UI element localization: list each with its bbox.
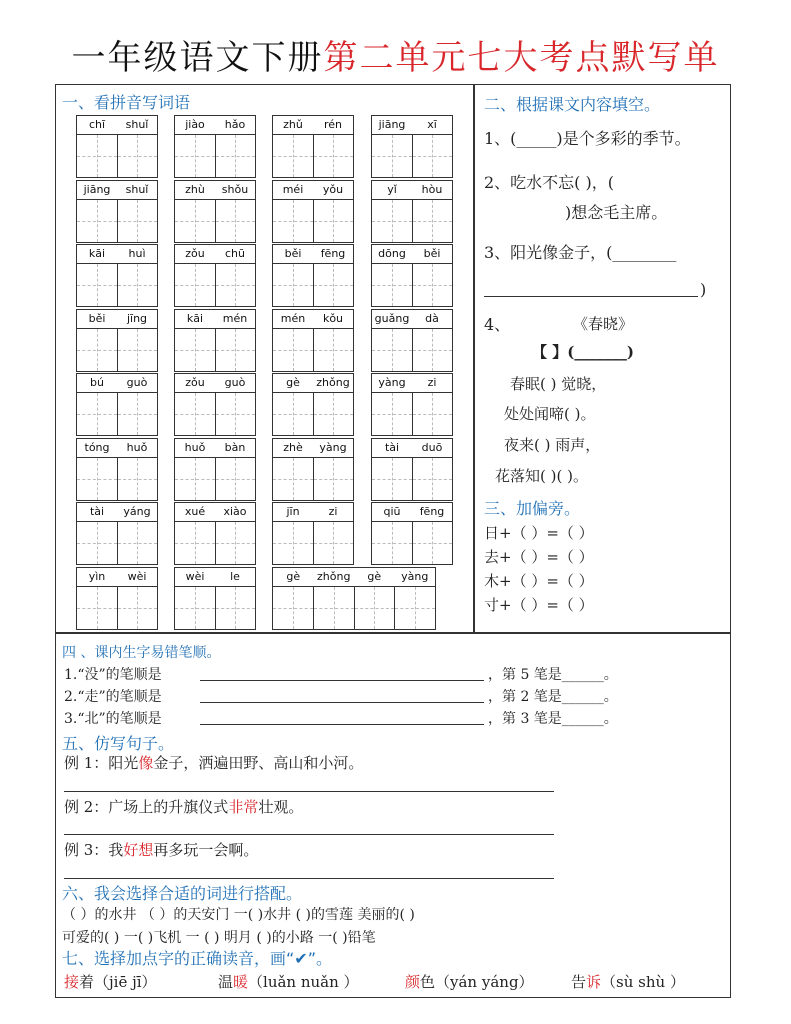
writing-cell[interactable]	[413, 393, 453, 435]
pinyin-row	[372, 116, 452, 135]
pinyin-syllable: zhǒng	[316, 376, 350, 389]
pinyin-syllable: yàng	[378, 376, 406, 389]
pinyin-syllable: yǐ	[387, 182, 397, 196]
writing-grid	[77, 587, 157, 629]
pinyin-syllable: běi	[423, 247, 441, 260]
stroke-q3-tail: ，第 3 笔是______。	[488, 711, 618, 727]
pinyin-word-box	[371, 438, 453, 501]
pinyin-row	[273, 374, 353, 393]
pinyin-row	[273, 503, 353, 522]
stroke-q2-line	[200, 702, 484, 703]
pinyin-syllable: kǒu	[322, 311, 344, 325]
writing-grid	[175, 522, 255, 564]
pinyin-syllable: zhè	[283, 440, 303, 454]
pinyin-row	[175, 568, 255, 587]
pinyin-row	[175, 116, 255, 135]
writing-cell[interactable]	[118, 200, 158, 242]
writing-cell[interactable]	[413, 200, 453, 242]
writing-cell[interactable]	[314, 522, 354, 564]
writing-cell[interactable]	[395, 587, 435, 629]
writing-grid	[273, 135, 353, 177]
writing-grid	[273, 264, 353, 306]
pinyin-syllable: yàng	[319, 440, 347, 454]
writing-cell[interactable]	[175, 522, 216, 564]
pinyin-word-box	[371, 115, 453, 178]
writing-cell[interactable]	[118, 135, 158, 177]
page-title	[0, 30, 791, 79]
pinyin-row	[372, 245, 452, 264]
example-3: 例 3：我好想再多玩一会啊。	[64, 841, 259, 859]
pinyin-syllable: xiào	[223, 505, 247, 518]
radical-item-1: 日+（ ）=（ ）	[484, 524, 594, 542]
writing-grid	[372, 264, 452, 306]
pinyin-syllable: yǒu	[322, 182, 344, 196]
pinyin-word-box	[371, 373, 453, 436]
writing-cell[interactable]	[273, 587, 314, 629]
title-red: 第二单元七大考点默写单	[323, 38, 720, 78]
poem-line-3: 夜来( ) 雨声，	[504, 436, 601, 454]
pinyin-row	[273, 310, 353, 329]
writing-cell[interactable]	[216, 587, 256, 629]
stroke-q3-line	[200, 724, 484, 725]
pinyin-syllable: dà	[425, 311, 439, 325]
pinyin-syllable: fēng	[320, 247, 346, 260]
radical-item-3: 木+（ ）=（ ）	[484, 572, 594, 590]
writing-cell[interactable]	[273, 200, 314, 242]
stroke-q1-tail: ，第 5 笔是______。	[488, 667, 618, 683]
poem-line-4: 花落知( )( )。	[495, 467, 588, 485]
pinyin-row	[273, 116, 353, 135]
writing-cell[interactable]	[413, 458, 453, 500]
pinyin-row	[77, 503, 157, 522]
pinyin-row	[77, 310, 157, 329]
pinyin-word-box	[76, 567, 158, 630]
writing-cell[interactable]	[77, 393, 118, 435]
stroke-q3-label: 3.“北”的笔顺是	[64, 711, 162, 727]
writing-grid	[175, 200, 255, 242]
pinyin-syllable: gè	[367, 569, 382, 583]
pinyin-syllable: hǎo	[224, 118, 246, 131]
pinyin-syllable: jiào	[185, 118, 205, 131]
writing-cell[interactable]	[216, 329, 256, 371]
pinyin-syllable: yìn	[88, 569, 106, 583]
sec2-q3-answer-line	[484, 296, 698, 297]
pinyin-syllable: duō	[421, 440, 443, 454]
writing-cell[interactable]	[372, 522, 413, 564]
pinyin-syllable: méi	[282, 182, 304, 196]
writing-grid	[175, 264, 255, 306]
pinyin-syllable: jiāng	[378, 118, 406, 131]
writing-cell[interactable]	[175, 135, 216, 177]
example-2: 例 2：广场上的升旗仪式非常壮观。	[64, 798, 304, 816]
poem-line-2: 处处闻啼( )。	[504, 405, 596, 423]
pinyin-syllable: yáng	[123, 505, 151, 518]
pinyin-syllable: guò	[224, 376, 246, 389]
writing-grid	[175, 458, 255, 500]
writing-cell[interactable]	[314, 393, 354, 435]
pinyin-syllable: zǒu	[185, 247, 205, 260]
writing-cell[interactable]	[314, 329, 354, 371]
stroke-q1-line	[200, 680, 484, 681]
pinyin-word-box	[76, 438, 158, 501]
writing-grid	[372, 458, 452, 500]
writing-cell[interactable]	[216, 200, 256, 242]
pron-item-2: 温暖（luǎn nuǎn ）	[218, 973, 359, 991]
pinyin-syllable: běi	[284, 247, 302, 260]
writing-cell[interactable]	[216, 135, 256, 177]
writing-grid	[175, 135, 255, 177]
writing-cell[interactable]	[118, 329, 158, 371]
writing-grid	[175, 587, 255, 629]
pinyin-word-box	[76, 180, 158, 243]
sec2-q2b: )想念毛主席。	[565, 203, 668, 222]
pinyin-word-box	[76, 244, 158, 307]
pinyin-row	[273, 245, 353, 264]
pinyin-syllable: qiū	[383, 505, 401, 518]
pinyin-syllable: mén	[222, 311, 248, 325]
writing-grid	[372, 522, 452, 564]
writing-cell[interactable]	[372, 458, 413, 500]
pinyin-row	[77, 245, 157, 264]
poem-author: 【 】(_______)	[532, 343, 634, 361]
writing-cell[interactable]	[118, 458, 158, 500]
writing-cell[interactable]	[77, 200, 118, 242]
writing-grid	[77, 458, 157, 500]
pinyin-word-box	[76, 502, 158, 565]
pinyin-syllable: huǒ	[126, 440, 148, 454]
pinyin-syllable: shǒu	[221, 182, 249, 196]
pinyin-syllable: běi	[88, 311, 106, 325]
example-1-line	[64, 791, 554, 792]
pinyin-syllable: zi	[328, 505, 338, 518]
writing-cell[interactable]	[273, 522, 314, 564]
writing-cell[interactable]	[118, 264, 158, 306]
pinyin-word-box	[174, 180, 256, 243]
writing-grid	[175, 393, 255, 435]
pinyin-syllable: jīn	[286, 505, 300, 518]
pinyin-syllable: shuǐ	[125, 118, 149, 131]
sec4-title: 四 、课内生字易错笔顺。	[62, 645, 221, 661]
writing-cell[interactable]	[175, 264, 216, 306]
pinyin-syllable: mén	[280, 311, 306, 325]
pinyin-syllable: jiāng	[83, 182, 111, 196]
sec3-title: 三、加偏旁。	[484, 499, 581, 518]
pinyin-syllable: zǒu	[185, 376, 205, 389]
writing-grid	[372, 200, 452, 242]
pinyin-syllable: hòu	[421, 182, 443, 196]
pinyin-word-box	[371, 180, 453, 243]
stroke-q2-tail: ，第 2 笔是______。	[488, 689, 618, 705]
row-divider	[55, 632, 731, 634]
title-black: 一年级语文下册	[71, 38, 324, 78]
writing-cell[interactable]	[273, 393, 314, 435]
pinyin-syllable: tài	[384, 440, 400, 454]
pinyin-word-box	[272, 567, 436, 630]
writing-cell[interactable]	[314, 587, 355, 629]
writing-grid	[372, 135, 452, 177]
pinyin-row	[77, 181, 157, 200]
stroke-q1-label: 1.“没”的笔顺是	[64, 667, 162, 683]
sec2-q1: 1、(_____)是个多彩的季节。	[484, 129, 691, 148]
writing-grid	[77, 329, 157, 371]
pinyin-word-box	[174, 115, 256, 178]
writing-cell[interactable]	[273, 458, 314, 500]
pinyin-syllable: shuǐ	[125, 182, 149, 196]
pinyin-syllable: gè	[286, 376, 300, 389]
writing-cell[interactable]	[314, 264, 354, 306]
pinyin-word-box	[174, 438, 256, 501]
match-line-2: 可爱的( ) 一( )飞机 一 ( ) 明月 ( )的小路 一( )铅笔	[62, 930, 376, 946]
writing-cell[interactable]	[216, 264, 256, 306]
radical-item-2: 去+（ ）=（ ）	[484, 548, 594, 566]
writing-cell[interactable]	[355, 587, 396, 629]
pinyin-syllable: jīng	[126, 311, 148, 325]
writing-cell[interactable]	[372, 135, 413, 177]
writing-grid	[273, 393, 353, 435]
pron-item-1: 接着（jiē jī）	[64, 973, 157, 991]
pinyin-word-box	[174, 244, 256, 307]
writing-grid	[77, 393, 157, 435]
writing-cell[interactable]	[216, 393, 256, 435]
pinyin-word-box	[371, 244, 453, 307]
writing-grid	[77, 200, 157, 242]
pinyin-syllable: kāi	[186, 311, 204, 325]
pinyin-word-box	[371, 502, 453, 565]
writing-cell[interactable]	[273, 135, 314, 177]
pinyin-row	[175, 503, 255, 522]
pinyin-row	[372, 503, 452, 522]
pinyin-syllable: dōng	[378, 247, 406, 260]
pinyin-syllable: tóng	[84, 440, 110, 454]
pinyin-word-box	[174, 309, 256, 372]
writing-cell[interactable]	[372, 393, 413, 435]
sec1-title: 一、看拼音写词语	[62, 93, 191, 112]
pinyin-syllable: xī	[427, 118, 437, 131]
writing-cell[interactable]	[216, 522, 256, 564]
sec2-q2a: 2、吃水不忘( )，(	[484, 173, 614, 192]
writing-cell[interactable]	[413, 135, 453, 177]
pinyin-syllable: zhù	[185, 182, 205, 196]
writing-cell[interactable]	[77, 587, 118, 629]
pinyin-word-box	[272, 115, 354, 178]
pinyin-syllable: huǒ	[184, 440, 206, 454]
writing-cell[interactable]	[273, 329, 314, 371]
pinyin-syllable: zhǔ	[283, 118, 303, 131]
writing-grid	[77, 522, 157, 564]
pinyin-row	[273, 439, 353, 458]
pron-item-4: 告诉（sù shù ）	[571, 973, 685, 991]
pinyin-word-box	[272, 373, 354, 436]
pinyin-syllable: huì	[128, 247, 146, 260]
writing-cell[interactable]	[77, 135, 118, 177]
pron-item-3: 颜色（yán yáng）	[405, 973, 534, 991]
pinyin-syllable: gè	[286, 569, 301, 583]
writing-cell[interactable]	[372, 264, 413, 306]
pinyin-word-box	[174, 567, 256, 630]
poem-line-1: 春眠( ) 觉晓，	[510, 375, 607, 393]
pinyin-row	[175, 245, 255, 264]
sec5-title: 五、仿写句子。	[62, 734, 175, 753]
poem-title: 《春晓》	[573, 315, 634, 333]
writing-cell[interactable]	[175, 587, 216, 629]
writing-cell[interactable]	[372, 200, 413, 242]
pinyin-syllable: le	[230, 569, 240, 583]
pinyin-word-box	[272, 502, 354, 565]
pinyin-word-box	[174, 373, 256, 436]
pinyin-syllable: xué	[184, 505, 206, 518]
writing-grid	[273, 200, 353, 242]
writing-cell[interactable]	[118, 522, 158, 564]
writing-cell[interactable]	[413, 329, 453, 371]
pinyin-syllable: guò	[126, 376, 148, 389]
pinyin-word-box	[76, 115, 158, 178]
pinyin-syllable: bàn	[224, 440, 246, 454]
writing-grid	[372, 329, 452, 371]
example-2-line	[64, 834, 554, 835]
writing-cell[interactable]	[175, 393, 216, 435]
match-line-1: （ ）的水井 （ ）的天安门 一( )水井 ( )的雪莲 美丽的( )	[62, 907, 415, 923]
writing-grid	[273, 587, 435, 629]
writing-cell[interactable]	[273, 264, 314, 306]
example-1: 例 1：阳光像金子，洒遍田野、高山和小河。	[64, 754, 364, 772]
pinyin-word-box	[272, 438, 354, 501]
pinyin-row	[372, 439, 452, 458]
sec6-title: 六、我会选择合适的词进行搭配。	[62, 884, 303, 903]
pinyin-row	[273, 181, 353, 200]
pinyin-syllable: bú	[90, 376, 104, 389]
pinyin-syllable: chī	[88, 118, 106, 131]
sec2-title: 二、根据课文内容填空。	[484, 95, 661, 114]
pinyin-word-box	[272, 309, 354, 372]
radical-item-4: 寸+（ ）=（ ）	[484, 596, 594, 614]
pinyin-row	[175, 374, 255, 393]
stroke-q2-label: 2.“走”的笔顺是	[64, 689, 162, 705]
writing-cell[interactable]	[216, 458, 256, 500]
pinyin-row	[175, 310, 255, 329]
writing-grid	[77, 135, 157, 177]
pinyin-word-box	[371, 309, 453, 372]
pinyin-syllable: wèi	[185, 569, 205, 583]
pinyin-word-box	[174, 502, 256, 565]
pinyin-syllable: fēng	[419, 505, 445, 518]
writing-grid	[372, 393, 452, 435]
pinyin-word-box	[76, 309, 158, 372]
pinyin-syllable: tài	[89, 505, 105, 518]
sec7-title: 七、选择加点字的正确读音，画“✔”。	[62, 949, 332, 968]
writing-cell[interactable]	[118, 393, 158, 435]
writing-cell[interactable]	[118, 587, 158, 629]
pinyin-row	[175, 439, 255, 458]
writing-cell[interactable]	[77, 458, 118, 500]
sec2-q3b: )	[700, 280, 707, 299]
pinyin-word-box	[272, 180, 354, 243]
pinyin-syllable: zhǒng	[317, 569, 351, 583]
pinyin-row	[273, 568, 435, 587]
writing-cell[interactable]	[175, 200, 216, 242]
writing-cell[interactable]	[372, 329, 413, 371]
writing-grid	[273, 329, 353, 371]
pinyin-row	[77, 568, 157, 587]
pinyin-row	[77, 439, 157, 458]
pinyin-row	[372, 181, 452, 200]
writing-cell[interactable]	[314, 200, 354, 242]
writing-cell[interactable]	[413, 264, 453, 306]
pinyin-row	[372, 310, 452, 329]
example-3-line	[64, 878, 554, 879]
pinyin-row	[77, 374, 157, 393]
pinyin-row	[372, 374, 452, 393]
writing-cell[interactable]	[77, 522, 118, 564]
writing-cell[interactable]	[175, 458, 216, 500]
writing-cell[interactable]	[413, 522, 453, 564]
pinyin-row	[77, 116, 157, 135]
writing-cell[interactable]	[314, 458, 354, 500]
pinyin-syllable: rén	[323, 118, 343, 131]
writing-cell[interactable]	[314, 135, 354, 177]
pinyin-syllable: chū	[225, 247, 245, 260]
sec2-q4: 4、	[484, 315, 511, 334]
writing-grid	[175, 329, 255, 371]
pinyin-syllable: guǎng	[374, 311, 410, 325]
pinyin-syllable: yàng	[401, 569, 429, 583]
pinyin-syllable: zi	[427, 376, 437, 389]
column-divider	[473, 84, 475, 632]
writing-grid	[273, 458, 353, 500]
writing-grid	[273, 522, 353, 564]
writing-cell[interactable]	[175, 329, 216, 371]
writing-cell[interactable]	[77, 329, 118, 371]
sec2-q3a: 3、阳光像金子，(________	[484, 243, 677, 262]
writing-cell[interactable]	[77, 264, 118, 306]
pinyin-row	[175, 181, 255, 200]
pinyin-syllable: wèi	[127, 569, 147, 583]
pinyin-syllable: kāi	[88, 247, 106, 260]
writing-grid	[77, 264, 157, 306]
pinyin-word-box	[272, 244, 354, 307]
pinyin-word-box	[76, 373, 158, 436]
